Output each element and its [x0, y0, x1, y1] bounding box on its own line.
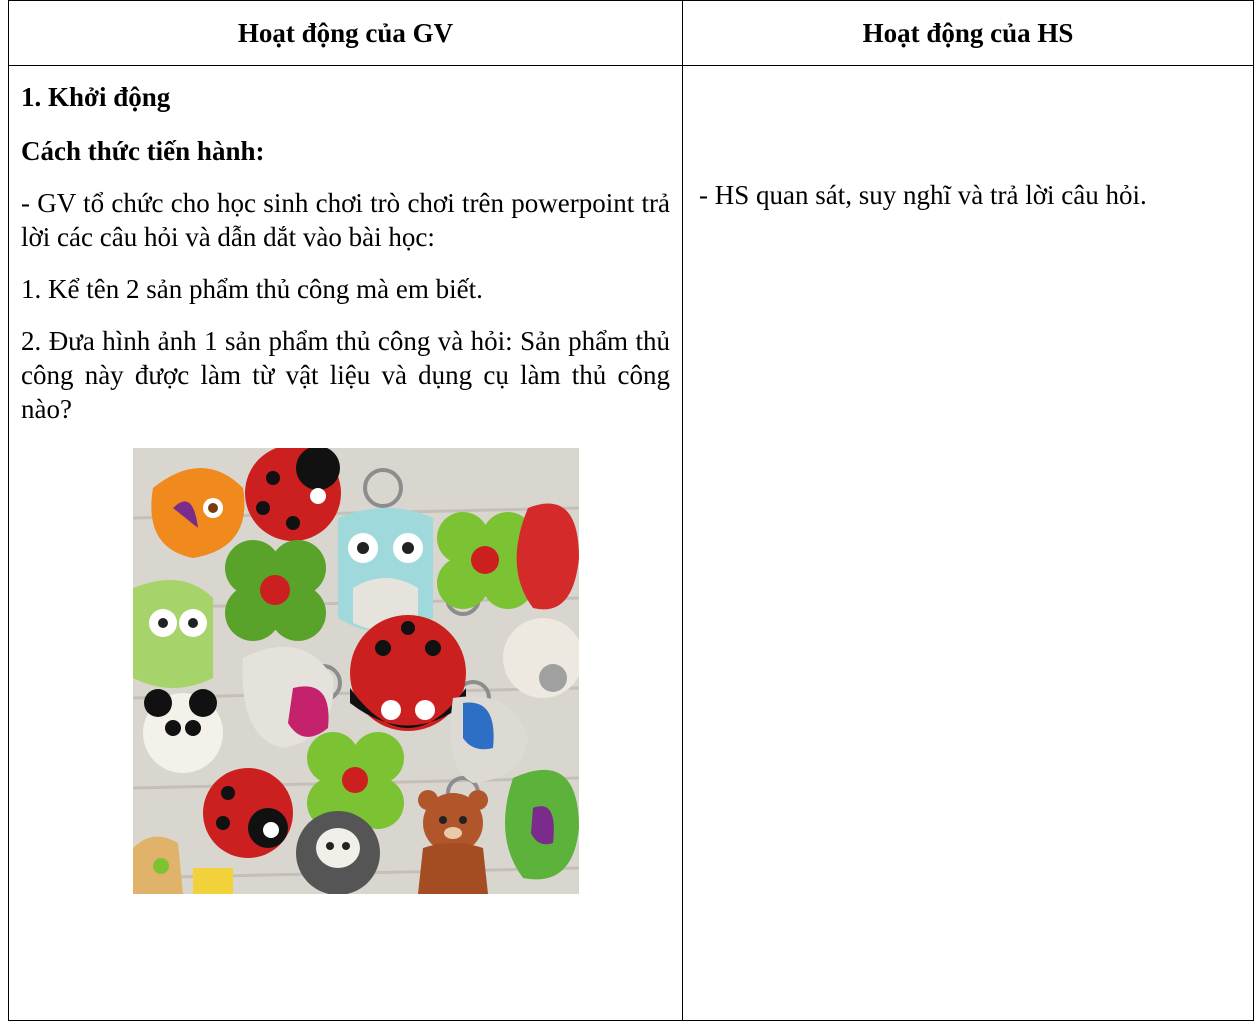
hs-response: - HS quan sát, suy nghĩ và trả lời câu hỏi. [699, 180, 1147, 210]
method-title: Cách thức tiến hành: [21, 136, 265, 166]
intro-paragraph: - GV tổ chức cho học sinh chơi trò chơi trên powerpoint trả lời các câu hỏi và dẫn dắt vào bài học: [21, 188, 670, 252]
hs-cell [683, 66, 1254, 1021]
section-title: 1. Khởi động [21, 82, 171, 112]
question-2: 2. Đưa hình ảnh 1 sản phẩm thủ công và hỏi: Sản phẩm thủ công này được làm từ vật liệu và dụng cụ làm thủ công nào? [21, 326, 670, 424]
header-gv: Hoạt động của GV [9, 1, 683, 66]
gv-cell [9, 66, 683, 1021]
header-hs: Hoạt động của HS [683, 1, 1254, 66]
table-header-row [9, 1, 1254, 66]
felt-keychains-photo [133, 448, 579, 894]
question-1: 1. Kể tên 2 sản phẩm thủ công mà em biết. [21, 274, 483, 304]
activity-table [8, 0, 1254, 1021]
table-body-row [9, 66, 1254, 1021]
photo-container [21, 444, 670, 894]
